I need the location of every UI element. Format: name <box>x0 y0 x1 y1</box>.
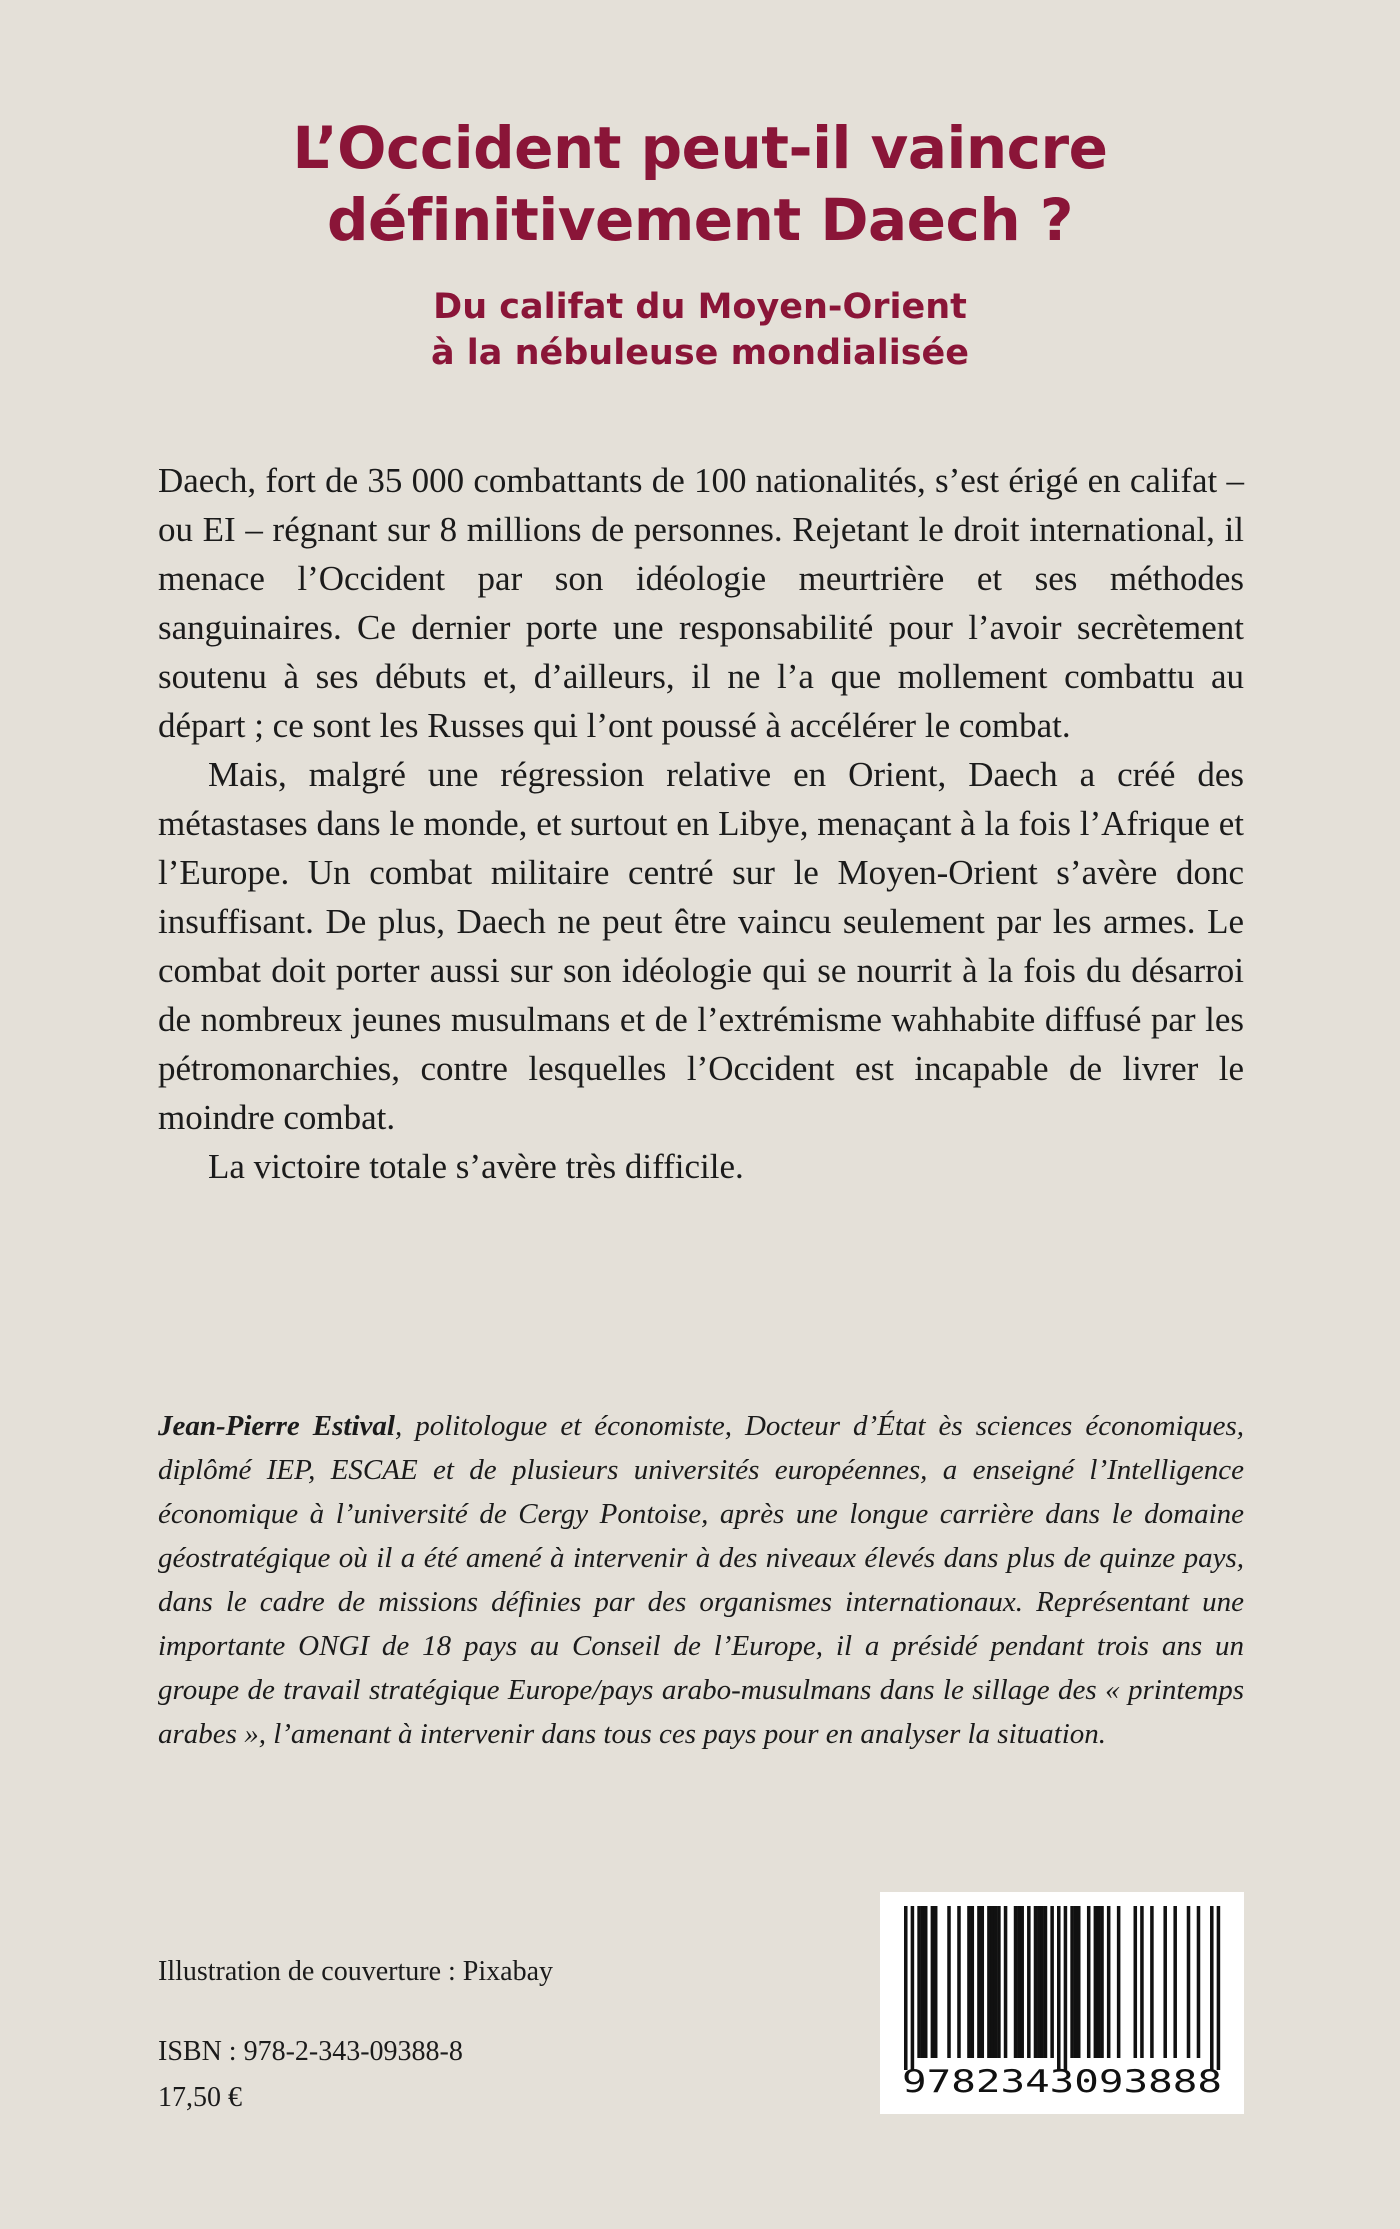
barcode-bar <box>1057 1906 1061 2070</box>
barcode-bar <box>1040 1906 1044 2058</box>
barcode-bar <box>997 1906 1001 2058</box>
barcode-bar <box>1077 1906 1081 2058</box>
price: 17,50 € <box>158 2082 242 2113</box>
title-line-2: définitivement Daech ? <box>326 186 1073 254</box>
barcode-bar <box>1173 1906 1177 2058</box>
barcode-bar <box>904 1906 908 2070</box>
barcode-bar <box>971 1906 975 2058</box>
barcode-bar <box>1087 1906 1091 2058</box>
barcode-bar <box>1037 1906 1041 2058</box>
barcode-bar <box>1034 1906 1038 2058</box>
title-line-1: L’Occident peut-il vaincre <box>292 114 1108 182</box>
barcode-bar <box>1163 1906 1167 2058</box>
barcode-bars <box>904 1906 1220 2070</box>
barcode-bar <box>1117 1906 1121 2058</box>
subtitle-line-2: à la nébuleuse mondialisée <box>430 333 970 373</box>
barcode-bar <box>1134 1906 1138 2058</box>
author-name: Jean-Pierre Estival <box>158 1410 395 1442</box>
barcode-bar <box>981 1906 985 2058</box>
barcode-bar <box>1070 1906 1074 2058</box>
barcode-bar <box>1020 1906 1024 2058</box>
cover-illustration-credit: Illustration de couverture : Pixabay <box>158 1956 553 1987</box>
barcode-bar <box>1150 1906 1154 2058</box>
barcode-bar <box>1197 1906 1201 2058</box>
barcode-bar <box>1050 1906 1054 2058</box>
barcode-bar <box>931 1906 935 2058</box>
barcode-bar <box>917 1906 921 2058</box>
barcode-bar <box>1064 1906 1068 2070</box>
barcode-bar <box>1094 1906 1098 2058</box>
book-title <box>0 112 1400 256</box>
barcode-bar <box>987 1906 991 2058</box>
barcode <box>880 1892 1244 2114</box>
barcode-bar <box>921 1906 925 2058</box>
barcode-bar <box>990 1906 994 2058</box>
barcode-bar <box>1100 1906 1104 2058</box>
barcode-bar <box>1210 1906 1214 2070</box>
barcode-bar <box>1044 1906 1048 2058</box>
barcode-bar <box>1187 1906 1191 2058</box>
barcode-bar <box>1217 1906 1221 2070</box>
blurb-paragraph-1: Daech, fort de 35 000 combattants de 100 nationalités, s’est érigé en califat – ou EI – régnant sur 8 millions de personnes. Rejetant le droit international, il menace l’Occident par son idéologie meurtrière et ses méthodes sanguinaires. Ce dernier porte une responsabilité pour l’avoir secrètement soutenu à ses débuts et, d’ailleurs, il ne l’a que mollement combattu au départ ; ce sont les Russes qui l’ont poussé à accélérer le combat. <box>158 461 1244 745</box>
barcode-bar <box>1027 1906 1031 2058</box>
author-bio-text: , politologue et économiste, Docteur d’État ès sciences économiques, diplômé IEP, ESCAE et de plusieurs universités européennes, a enseigné l’Intelligence économique à l’université de Cergy Pontoise, après une longue carrière dans le domaine géostratégique où il a été amené à intervenir à des niveaux élevés dans plus de quinze pays, dans le cadre de missions définies par des organismes internationaux. Représentant une importante ONGI de 18 pays au Conseil de l’Europe, il a présidé pendant trois ans un groupe de travail stratégique Europe/pays arabo-musulmans dans le sillage des « printemps arabes », l’amenant à intervenir dans tous ces pays pour en analyser la situation. <box>158 1410 1244 1750</box>
barcode-bar <box>994 1906 998 2058</box>
barcode-bar <box>934 1906 938 2058</box>
barcode-bar <box>1017 1906 1021 2058</box>
book-subtitle <box>0 284 1400 376</box>
barcode-graphic <box>880 1892 1244 2114</box>
barcode-bar <box>967 1906 971 2058</box>
barcode-bar <box>1140 1906 1144 2058</box>
barcode-bar <box>1097 1906 1101 2058</box>
barcode-bar <box>947 1906 951 2058</box>
barcode-bar <box>1107 1906 1111 2058</box>
barcode-bar <box>957 1906 961 2058</box>
barcode-bar <box>1074 1906 1078 2058</box>
blurb-paragraph-2: Mais, malgré une régression relative en Orient, Daech a créé des métastases dans le monde, et surtout en Libye, menaçant à la fois l’Afrique et l’Europe. Un combat militaire centré sur le Moyen-Orient s’avère donc insuffisant. De plus, Daech ne peut être vaincu seulement par les armes. Le combat doit porter aussi sur son idéologie qui se nourrit à la fois du désarroi de nombreux jeunes musulmans et de l’extrémisme wahhabite diffusé par les pétromonarchies, contre lesquelles l’Occident est incapable de livrer le moindre combat. <box>158 755 1244 1137</box>
barcode-digits: 9782343093888 <box>902 2064 1222 2100</box>
blurb-paragraph-3: La victoire totale s’avère très difficile. <box>208 1147 744 1186</box>
barcode-bar <box>977 1906 981 2058</box>
subtitle-line-1: Du califat du Moyen-Orient <box>433 287 967 327</box>
barcode-bar <box>1004 1906 1008 2058</box>
barcode-bar <box>1014 1906 1018 2058</box>
author-bio <box>158 1404 1244 1756</box>
barcode-bar <box>911 1906 915 2070</box>
barcode-bar <box>924 1906 928 2058</box>
isbn: ISBN : 978-2-343-09388-8 <box>158 2036 463 2067</box>
blurb <box>158 456 1244 1191</box>
